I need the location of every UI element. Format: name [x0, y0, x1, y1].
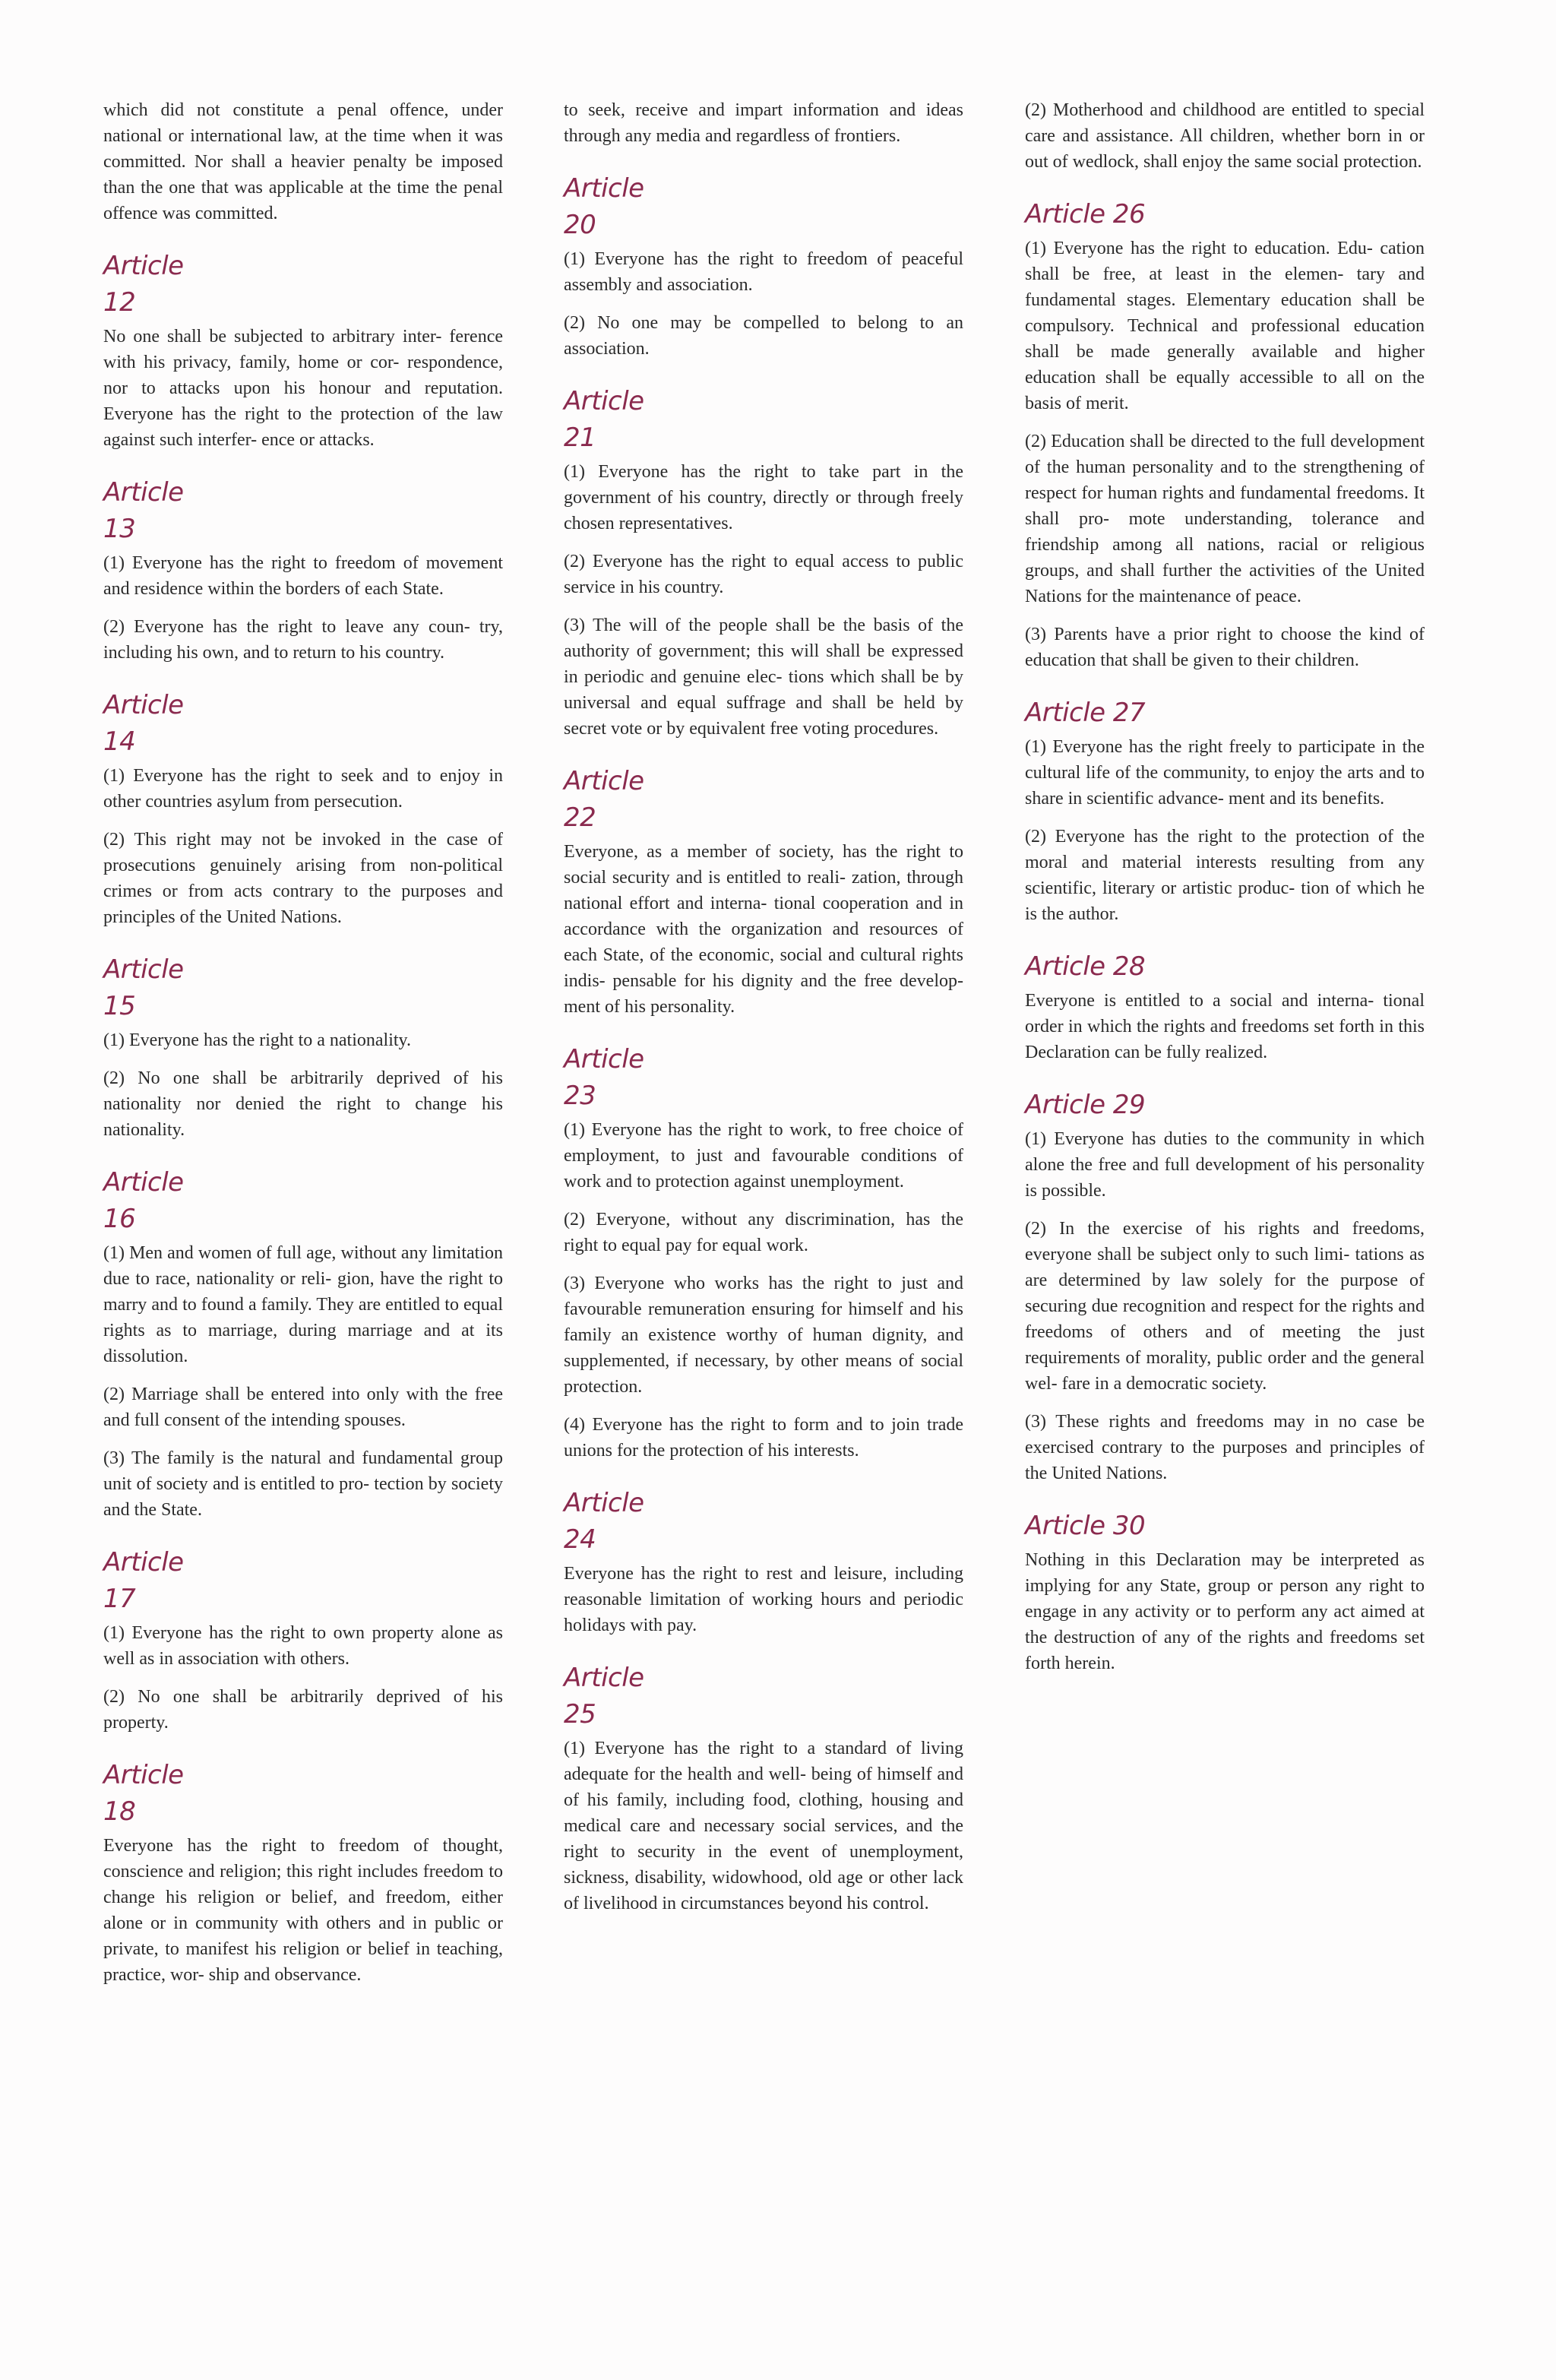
article-heading-word: Article [1025, 199, 1105, 229]
article-paragraph: (1) Everyone has the right to freedom of movement and residence within the borders of each State. [103, 553, 503, 599]
article-paragraph: No one shall be subjected to arbitrary inter- ference with his privacy, family, home or cor- respondence, nor to attacks upon his honour and reputation. Everyone has the right to the protection of the law against such interfer- ence or attacks. [103, 327, 503, 450]
article-heading [103, 248, 503, 321]
article-paragraph: (3) Parents have a prior right to choose the kind of education that shall be given to their children. [1025, 625, 1425, 670]
article-paragraph: (2) No one shall be arbitrarily deprived of his nationality nor denied the right to change his nationality. [103, 1068, 503, 1140]
article-paragraph: (1) Everyone has the right to work, to free choice of employment, to just and favourable conditions of work and to protection against unemployment. [564, 1120, 963, 1192]
article-heading [1025, 196, 1425, 233]
article-heading-word: Article [564, 173, 644, 204]
text-column-3 [1025, 97, 1425, 1688]
article-number: 28 [1112, 951, 1146, 982]
article-paragraph: (4) Everyone has the right to form and to join trade unions for the protection of his interests. [564, 1415, 963, 1461]
article-heading-word: Article [103, 1167, 184, 1198]
article-paragraph: (2) This right may not be invoked in the case of prosecutions genuinely arising from non-political crimes or from acts contrary to the purposes and principles of the United Nations. [103, 830, 503, 927]
article-heading-word: Article [103, 690, 184, 720]
article-number: 22 [564, 802, 596, 833]
article-number: 15 [103, 991, 136, 1021]
article-paragraph: Everyone has the right to rest and leisure, including reasonable limitation of working hours and periodic holidays with pay. [564, 1564, 963, 1635]
article-paragraph: (2) Everyone has the right to the protection of the moral and material interests resulting from any scientific, literary or artistic produc- tion of which he is the author. [1025, 827, 1425, 924]
article-number: 21 [564, 423, 596, 453]
article-heading-word: Article [564, 766, 644, 796]
article-paragraph: (1) Everyone has the right to education. Edu- cation shall be free, at least in the elemen- tary and fundamental stages. Elementary education shall be compulsory. Technical and professional education shall be made generally available and higher education shall be equally accessible to all on the basis of merit. [1025, 239, 1425, 413]
article-number: 25 [564, 1699, 596, 1730]
article-heading-word: Article [564, 1488, 644, 1518]
article-paragraph: (2) Education shall be directed to the full development of the human personality and to the strengthening of respect for human rights and fundamental freedoms. It shall pro- mote understanding, tolerance and friendship among all nations, racial or religious groups, and shall further the activities of the United Nations for the maintenance of peace. [1025, 432, 1425, 606]
article-paragraph: (1) Everyone has the right to a nationality. [103, 1030, 411, 1050]
article-heading-word: Article [564, 1044, 644, 1074]
article-paragraph: (1) Everyone has the right to take part in the government of his country, directly or through freely chosen representatives. [564, 462, 963, 533]
article-number: 30 [1112, 1511, 1146, 1541]
article-paragraph: (1) Everyone has the right freely to participate in the cultural life of the community, to enjoy the arts and to share in scientific advance- ment and its benefits. [1025, 737, 1425, 809]
article-paragraph: (2) Everyone, without any discrimination, has the right to equal pay for equal work. [564, 1210, 963, 1255]
article-number: 26 [1112, 199, 1146, 229]
article-paragraph: (1) Everyone has the right to freedom of peaceful assembly and association. [564, 249, 963, 295]
article-number: 20 [564, 210, 596, 240]
article-heading [564, 763, 963, 836]
article-number: 29 [1112, 1090, 1146, 1120]
article-number: 14 [103, 726, 136, 757]
article-number: 18 [103, 1796, 136, 1827]
text-column-2 [564, 97, 963, 1929]
article-heading-word: Article [1025, 1090, 1105, 1120]
article-paragraph: (3) Everyone who works has the right to just and favourable remuneration ensuring for himself and his family an existence worthy of human dignity, and supplemented, if necessary, by other means of social protection. [564, 1274, 963, 1397]
article-heading [103, 1544, 503, 1617]
article-number: 12 [103, 287, 136, 318]
article-heading [1025, 695, 1425, 731]
article-paragraph: Everyone is entitled to a social and interna- tional order in which the rights and freedoms set forth in this Declaration can be fully realized. [1025, 991, 1425, 1062]
article-paragraph: which did not constitute a penal offence, under national or international law, at the time when it was committed. Nor shall a heavier penalty be imposed than the one that was applicable at the time the penal offence was committed. [103, 100, 503, 223]
article-heading-word: Article [1025, 951, 1105, 982]
article-heading [1025, 948, 1425, 985]
article-paragraph: (3) The will of the people shall be the basis of the authority of government; this will shall be expressed in periodic and genuine elec- tions which shall be by universal and equal suffrage and shall be held by secret vote or by equivalent free voting procedures. [564, 616, 963, 739]
article-paragraph: (2) Everyone has the right to leave any coun- try, including his own, and to return to his country. [103, 617, 503, 663]
article-paragraph: (1) Everyone has the right to own property alone as well as in association with others. [103, 1623, 503, 1669]
article-heading-word: Article [103, 954, 184, 985]
article-paragraph: (3) The family is the natural and fundamental group unit of society and is entitled to pro- tection by society and the State. [103, 1448, 503, 1520]
article-paragraph: (2) Motherhood and childhood are entitled to special care and assistance. All children, whether born in or out of wedlock, shall enjoy the same social protection. [1025, 100, 1425, 172]
article-heading [564, 1485, 963, 1558]
article-paragraph: (1) Everyone has duties to the community in which alone the free and full development of his personality is possible. [1025, 1129, 1425, 1201]
article-heading-word: Article [103, 477, 184, 508]
article-paragraph: Everyone, as a member of society, has the right to social security and is entitled to reali- zation, through national effort and interna- tional cooperation and in accordance with the organization and resources of each State, of the economic, social and cultural rights indis- pensable for his dignity and the free develop- ment of his personality. [564, 842, 963, 1017]
article-paragraph: Nothing in this Declaration may be interpreted as implying for any State, group or person any right to engage in any activity or to perform any act aimed at the destruction of any of the rights and freedoms set forth herein. [1025, 1550, 1425, 1673]
article-heading [103, 951, 503, 1024]
text-column-1 [103, 97, 503, 2000]
article-heading [103, 474, 503, 547]
article-heading-word: Article [1025, 698, 1105, 728]
article-heading [1025, 1508, 1425, 1544]
article-paragraph: (2) No one may be compelled to belong to an association. [564, 313, 963, 359]
article-number: 17 [103, 1584, 136, 1614]
article-heading [103, 1757, 503, 1830]
article-number: 24 [564, 1524, 596, 1555]
article-paragraph: (3) These rights and freedoms may in no case be exercised contrary to the purposes and principles of the United Nations. [1025, 1412, 1425, 1483]
article-heading [564, 383, 963, 456]
article-number: 23 [564, 1081, 596, 1111]
article-heading [564, 1660, 963, 1733]
article-heading [1025, 1087, 1425, 1123]
article-paragraph: (2) No one shall be arbitrarily deprived of his property. [103, 1687, 503, 1733]
article-heading-word: Article [1025, 1511, 1105, 1541]
article-heading-word: Article [103, 1760, 184, 1790]
article-heading-word: Article [564, 1663, 644, 1693]
article-heading-word: Article [564, 386, 644, 416]
article-paragraph: (2) Marriage shall be entered into only with the free and full consent of the intending spouses. [103, 1385, 503, 1430]
article-heading [103, 1164, 503, 1237]
article-paragraph: (1) Everyone has the right to seek and to enjoy in other countries asylum from persecution. [103, 766, 503, 812]
article-number: 27 [1112, 698, 1146, 728]
article-paragraph: Everyone has the right to freedom of thought, conscience and religion; this right includes freedom to change his religion or belief, and freedom, either alone or in community with others and in public or private, to manifest his religion or belief in teaching, practice, wor- ship and observance. [103, 1836, 503, 1985]
article-heading [103, 687, 503, 760]
article-paragraph: (2) Everyone has the right to equal access to public service in his country. [564, 552, 963, 597]
article-heading [564, 1041, 963, 1114]
article-paragraph: (2) In the exercise of his rights and freedoms, everyone shall be subject only to such limi- tations as are determined by law solely for the purpose of securing due recognition and respect for the rights and freedoms of others and of meeting the just requirements of morality, public order and the general wel- fare in a democratic society. [1025, 1219, 1425, 1394]
article-paragraph: to seek, receive and impart information and ideas through any media and regardless of frontiers. [564, 100, 963, 146]
article-paragraph: (1) Everyone has the right to a standard of living adequate for the health and well- being of himself and of his family, including food, clothing, housing and medical care and necessary social services, and the right to security in the event of unemployment, sickness, disability, widowhood, old age or other lack of livelihood in circumstances beyond his control. [564, 1739, 963, 1913]
article-heading-word: Article [103, 251, 184, 281]
article-number: 16 [103, 1204, 136, 1234]
article-number: 13 [103, 514, 136, 544]
article-paragraph: (1) Men and women of full age, without any limitation due to race, nationality or reli- gion, have the right to marry and to found a family. They are entitled to equal rights as to marriage, during marriage and at its dissolution. [103, 1243, 503, 1366]
article-heading-word: Article [103, 1547, 184, 1578]
article-heading [564, 170, 963, 243]
